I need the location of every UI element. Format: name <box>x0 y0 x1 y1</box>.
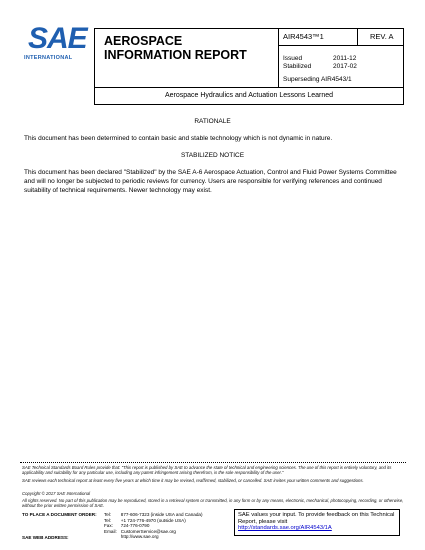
fax-label: Fax: <box>104 523 113 529</box>
document-title: Aerospace Hydraulics and Actuation Lessons Learned <box>164 92 334 99</box>
tel2-label: Tel: <box>104 517 112 523</box>
tel-value: 877-606-7323 (inside USA and Canada) <box>120 512 203 517</box>
footer-divider <box>20 462 406 463</box>
header-divider-horizontal <box>278 45 404 46</box>
tel-label: Tel: <box>104 512 112 517</box>
footer-review-text: SAE reviews each technical report at least every five years at which time it may be revised, reaffirmed, stabilized, or cancelled. SAE invites your written comments and suggestions. <box>22 478 364 483</box>
stabilized-notice-heading: STABILIZED NOTICE <box>180 152 245 159</box>
rationale-heading: RATIONALE <box>194 118 231 125</box>
fax-value: 724-776-0790 <box>120 523 150 529</box>
rationale-text: This document has been determined to contain basic and stable technology which is not dynamic in nature. <box>24 135 333 142</box>
feedback-text: SAE values your input. To provide feedback on this Technical Report, please visit <box>238 512 395 525</box>
issued-date: 2011-12 <box>333 55 357 62</box>
footer-copyright: Copyright © 2017 SAE International <box>22 491 91 496</box>
web-address-label: SAE WEB ADDRESS: <box>22 535 69 540</box>
superseding-text: Superseding AIR4543/1 <box>283 76 352 83</box>
stabilized-date: 2017-02 <box>333 63 357 70</box>
revision-label: REV. A <box>370 32 394 41</box>
report-type-line2: INFORMATION REPORT <box>104 48 247 62</box>
footer-rights-text: All rights reserved. No part of this publication may be reproduced, stored in a retrieval system or transmitted, in any form or by any means, electronic, mechanical, photocopying, recording, or otherwise, without the prior written permission of SAE. <box>22 498 404 509</box>
report-type-line1: AEROSPACE <box>104 34 183 48</box>
header-divider-vertical <box>278 28 279 88</box>
report-type-title <box>104 34 247 62</box>
feedback-box <box>234 509 400 536</box>
sae-logo: SAE <box>28 22 87 55</box>
order-contact-table <box>104 512 207 540</box>
order-label: TO PLACE A DOCUMENT ORDER: <box>22 512 97 517</box>
header-divider-rev <box>357 28 358 45</box>
email-value[interactable]: CustomerService@sae.org <box>120 528 176 534</box>
document-number: AIR4543™1 <box>283 32 324 41</box>
feedback-link[interactable]: http://standards.sae.org/AIR4543/1A <box>238 525 332 531</box>
stabilized-notice-text: This document has been declared "Stabilized" by the SAE A-6 Aerospace Actuation, Control and Fluid Power Systems Committee and will no longer be subjected to periodic reviews for currency. Users are responsible for verifying references and continued suitability of technical requirements. Newer technology may exist. <box>24 169 397 194</box>
web-value[interactable]: http://www.sae.org <box>120 534 159 540</box>
stabilized-label: Stabilized <box>283 63 312 70</box>
tel2-value: +1 724-776-4970 (outside USA) <box>120 517 186 523</box>
issued-label: Issued <box>283 55 303 62</box>
sae-logo-subtitle: INTERNATIONAL <box>24 55 73 61</box>
footer-rules-text: SAE Technical Standards Board Rules provide that: "This report is published by SAE to advance the state of technical and engineering sciences. The use of this report is entirely voluntary, and its applicability and suitability for any particular use, including any patent infringement arising therefrom, is the sole responsibility of the user." <box>22 465 392 476</box>
email-label: Email: <box>104 528 117 534</box>
